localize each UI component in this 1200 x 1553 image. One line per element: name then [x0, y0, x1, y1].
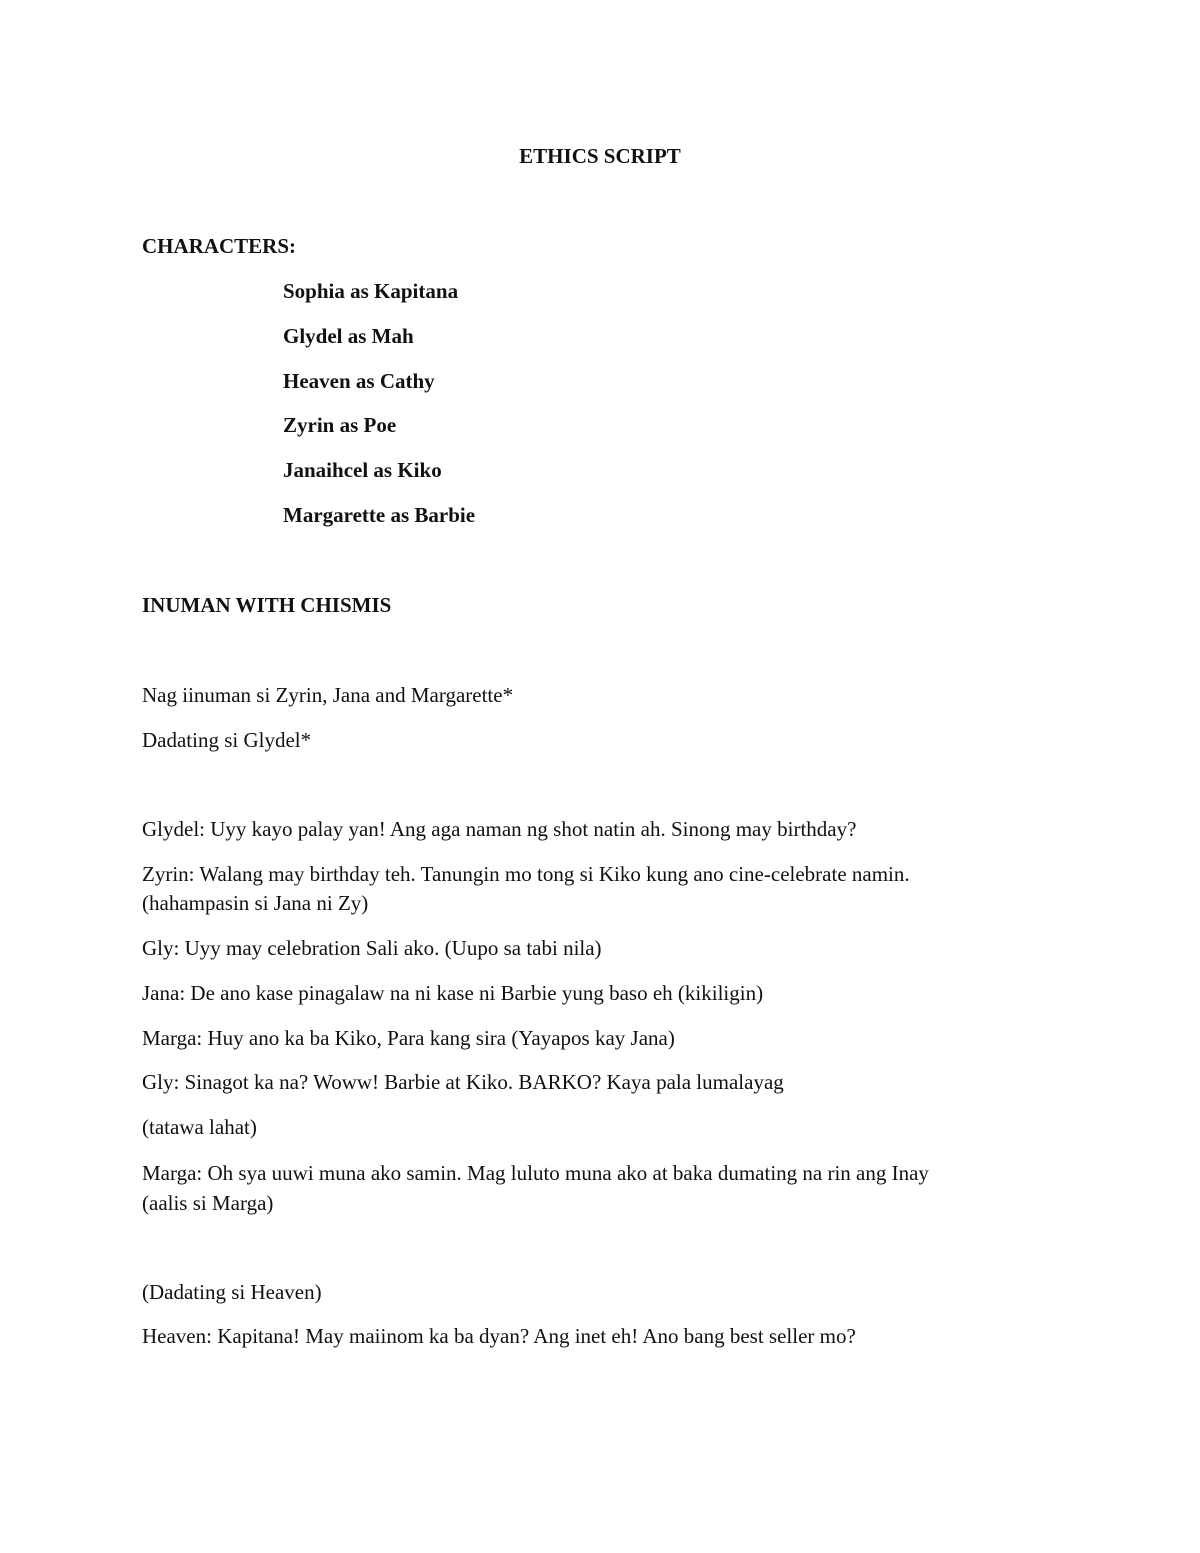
- script-line: Zyrin: Walang may birthday teh. Tanungin mo tong si Kiko kung ano cine-celebrate namin.: [142, 862, 910, 886]
- script-line: Gly: Sinagot ka na? Woww! Barbie at Kiko. BARKO? Kaya pala lumalayag: [142, 1070, 784, 1094]
- document-title: ETHICS SCRIPT: [519, 144, 681, 168]
- script-line: (aalis si Marga): [142, 1191, 274, 1215]
- character-item: Zyrin as Poe: [283, 413, 397, 437]
- characters-heading: CHARACTERS:: [142, 234, 297, 258]
- script-line: Dadating si Glydel*: [142, 728, 312, 752]
- character-item: Janaihcel as Kiko: [283, 458, 442, 482]
- character-item: Margarette as Barbie: [283, 503, 476, 527]
- script-line: Heaven: Kapitana! May maiinom ka ba dyan? Ang inet eh! Ano bang best seller mo?: [142, 1324, 856, 1348]
- character-item: Glydel as Mah: [283, 324, 414, 348]
- character-item: Sophia as Kapitana: [283, 279, 459, 303]
- script-line: Gly: Uyy may celebration Sali ako. (Uupo sa tabi nila): [142, 936, 602, 960]
- script-line: (Dadating si Heaven): [142, 1280, 322, 1304]
- scene-heading: INUMAN WITH CHISMIS: [142, 593, 392, 617]
- character-item: Heaven as Cathy: [283, 369, 435, 393]
- script-line: (tatawa lahat): [142, 1115, 257, 1139]
- script-line: Jana: De ano kase pinagalaw na ni kase ni Barbie yung baso eh (kikiligin): [142, 981, 764, 1005]
- script-line: Nag iinuman si Zyrin, Jana and Margarette*: [142, 683, 514, 707]
- script-line: (hahampasin si Jana ni Zy): [142, 891, 369, 915]
- script-line: Glydel: Uyy kayo palay yan! Ang aga naman ng shot natin ah. Sinong may birthday?: [142, 817, 857, 841]
- script-line: Marga: Huy ano ka ba Kiko, Para kang sira (Yayapos kay Jana): [142, 1026, 675, 1050]
- script-line: Marga: Oh sya uuwi muna ako samin. Mag luluto muna ako at baka dumating na rin ang Inay: [142, 1161, 929, 1185]
